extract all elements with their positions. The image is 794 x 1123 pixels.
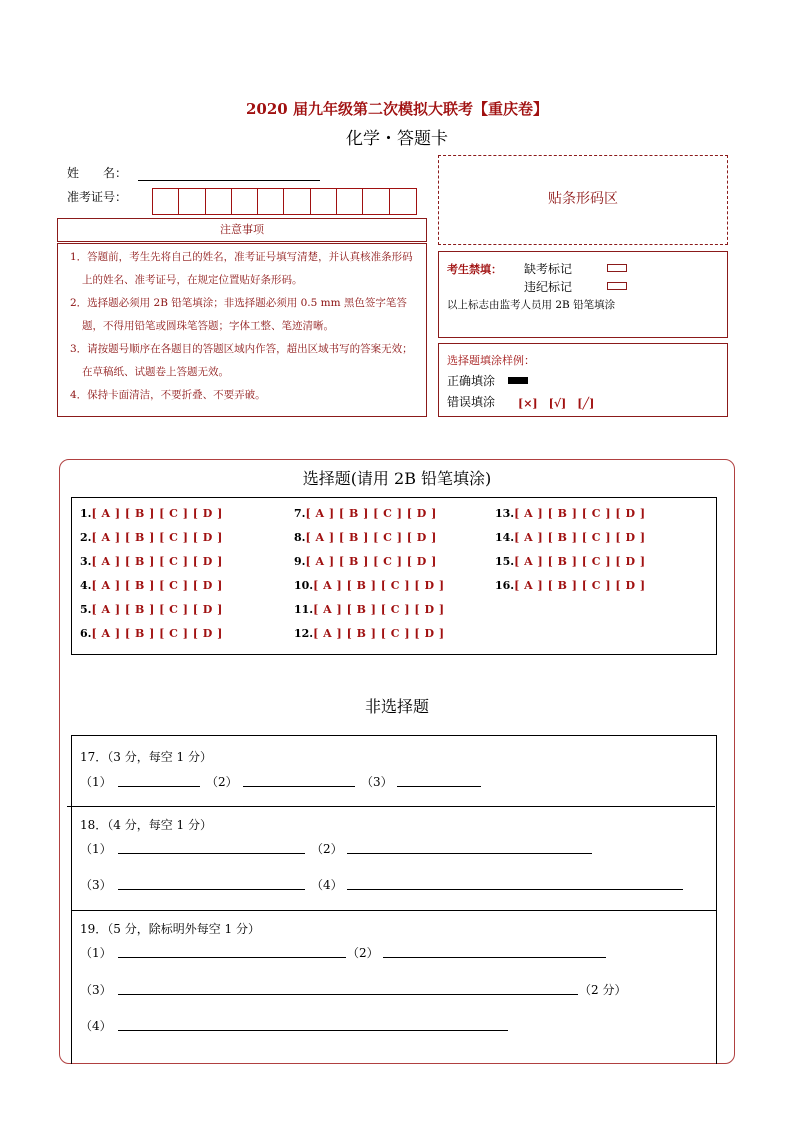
notice-item: 4．保持卡面清洁，不要折叠、不要弄破。 <box>70 389 266 401</box>
mc-question-9[interactable] <box>294 555 437 568</box>
q17-blank-2[interactable] <box>243 786 355 787</box>
q19-blank-1[interactable] <box>118 957 346 958</box>
q17-blank-3[interactable] <box>397 786 481 787</box>
id-digit-box[interactable] <box>153 189 179 214</box>
id-label: 准考证号： <box>67 190 128 204</box>
mc-question-16[interactable] <box>495 579 646 592</box>
mc-question-10[interactable] <box>294 579 445 592</box>
mc-question-3[interactable] <box>80 555 223 568</box>
q17-heading: 17．（3 分，每空 1 分） <box>80 750 212 764</box>
id-digit-box[interactable] <box>311 189 337 214</box>
answer-options[interactable]: [ A ] [ B ] [ C ] [ D ] <box>305 507 437 520</box>
answer-options[interactable]: [ A ] [ B ] [ C ] [ D ] <box>313 627 445 640</box>
blank-label: （2） <box>347 946 379 960</box>
name-label: 姓 名： <box>67 166 128 180</box>
mc-question-11[interactable] <box>294 603 445 616</box>
question-number: 6. <box>80 627 92 640</box>
barcode-area: 贴条形码区 <box>438 155 728 245</box>
notice-title: 注意事项 <box>57 218 427 242</box>
score-note: （2 分） <box>579 983 627 997</box>
blank-label: （1） <box>80 775 112 789</box>
violation-label: 违纪标记 <box>524 280 573 294</box>
id-digit-box[interactable] <box>337 189 363 214</box>
question-number: 2. <box>80 531 92 544</box>
answer-options[interactable]: [ A ] [ B ] [ C ] [ D ] <box>514 507 646 520</box>
proctor-note: 以上标志由监考人员用 2B 铅笔填涂 <box>447 299 616 311</box>
answer-options[interactable]: [ A ] [ B ] [ C ] [ D ] <box>91 507 223 520</box>
question-number: 10. <box>294 579 314 592</box>
fill-sample-box <box>438 343 728 417</box>
wrong-marks: [×] [√] [╱] <box>518 397 595 410</box>
blank-label: （4） <box>80 1019 112 1033</box>
blank-label: （2） <box>311 842 343 856</box>
question-number: 1. <box>80 507 92 520</box>
id-digit-box[interactable] <box>390 189 416 214</box>
absent-label: 缺考标记 <box>524 262 573 276</box>
blank-label: （2） <box>206 775 238 789</box>
answer-options[interactable]: [ A ] [ B ] [ C ] [ D ] <box>91 555 223 568</box>
question-number: 9. <box>294 555 306 568</box>
free-response-title: 非选择题 <box>364 697 429 716</box>
mc-question-5[interactable] <box>80 603 223 616</box>
id-number-boxes[interactable] <box>152 188 417 215</box>
answer-options[interactable]: [ A ] [ B ] [ C ] [ D ] <box>91 579 223 592</box>
wrong-fill-label: 错误填涂 <box>447 395 496 409</box>
mc-title: 选择题(请用 2B 铅笔填涂) <box>302 469 492 488</box>
mc-question-2[interactable] <box>80 531 223 544</box>
notice-item: 2．选择题必须用 2B 铅笔填涂；非选择题必须用 0.5 mm 黑色签字笔答题，不得用铅笔或圆珠笔答题；字体工整、笔迹清晰。 <box>70 297 407 332</box>
id-digit-box[interactable] <box>179 189 205 214</box>
q17-blank-1[interactable] <box>118 786 200 787</box>
mc-question-12[interactable] <box>294 627 445 640</box>
q18-heading: 18．（4 分，每空 1 分） <box>80 818 212 832</box>
free-response-box <box>71 735 717 1064</box>
answer-options[interactable]: [ A ] [ B ] [ C ] [ D ] <box>514 531 646 544</box>
notice-item: 3．请按题号顺序在各题目的答题区域内作答，超出区域书写的答案无效；在草稿纸、试题卷上答题无效。 <box>70 343 413 378</box>
mc-question-14[interactable] <box>495 531 646 544</box>
divider <box>71 910 717 911</box>
mc-question-13[interactable] <box>495 507 646 520</box>
exam-title: 2020 届九年级第二次模拟大联考【重庆卷】 <box>246 100 548 118</box>
question-number: 5. <box>80 603 92 616</box>
mc-question-8[interactable] <box>294 531 437 544</box>
answer-options[interactable]: [ A ] [ B ] [ C ] [ D ] <box>305 531 437 544</box>
q18-blank-3[interactable] <box>118 889 305 890</box>
id-digit-box[interactable] <box>363 189 389 214</box>
id-digit-box[interactable] <box>232 189 258 214</box>
mc-question-15[interactable] <box>495 555 646 568</box>
blank-label: （3） <box>80 983 112 997</box>
question-number: 13. <box>495 507 515 520</box>
q19-blank-2[interactable] <box>383 957 606 958</box>
answer-options[interactable]: [ A ] [ B ] [ C ] [ D ] <box>514 579 646 592</box>
question-number: 12. <box>294 627 314 640</box>
divider <box>67 806 715 807</box>
question-number: 14. <box>495 531 515 544</box>
proctor-box <box>438 251 728 338</box>
question-number: 11. <box>294 603 314 616</box>
id-digit-box[interactable] <box>206 189 232 214</box>
question-number: 7. <box>294 507 306 520</box>
q19-blank-4[interactable] <box>118 1030 508 1031</box>
answer-options[interactable]: [ A ] [ B ] [ C ] [ D ] <box>514 555 646 568</box>
q19-blank-3[interactable] <box>118 994 578 995</box>
notice-box <box>57 243 427 417</box>
violation-checkbox[interactable] <box>607 282 627 290</box>
card-subtitle: 化学・答题卡 <box>346 129 448 149</box>
mc-question-1[interactable] <box>80 507 223 520</box>
answer-options[interactable]: [ A ] [ B ] [ C ] [ D ] <box>91 603 223 616</box>
q18-blank-1[interactable] <box>118 853 305 854</box>
q18-blank-2[interactable] <box>347 853 592 854</box>
absent-checkbox[interactable] <box>607 264 627 272</box>
question-number: 3. <box>80 555 92 568</box>
blank-label: （1） <box>80 946 112 960</box>
proctor-title: 考生禁填： <box>447 263 502 276</box>
id-digit-box[interactable] <box>284 189 310 214</box>
question-number: 4. <box>80 579 92 592</box>
filled-mark-icon <box>508 377 528 384</box>
answer-options[interactable]: [ A ] [ B ] [ C ] [ D ] <box>91 531 223 544</box>
mc-question-6[interactable] <box>80 627 223 640</box>
blank-label: （1） <box>80 842 112 856</box>
mc-question-7[interactable] <box>294 507 437 520</box>
blank-label: （3） <box>80 878 112 892</box>
answer-options[interactable]: [ A ] [ B ] [ C ] [ D ] <box>313 603 445 616</box>
mc-question-4[interactable] <box>80 579 223 592</box>
id-digit-box[interactable] <box>258 189 284 214</box>
blank-label: （3） <box>361 775 393 789</box>
answer-options[interactable]: [ A ] [ B ] [ C ] [ D ] <box>91 627 223 640</box>
q19-heading: 19．（5 分，除标明外每空 1 分） <box>80 922 260 936</box>
answer-options[interactable]: [ A ] [ B ] [ C ] [ D ] <box>313 579 445 592</box>
answer-options[interactable]: [ A ] [ B ] [ C ] [ D ] <box>305 555 437 568</box>
correct-fill-label: 正确填涂 <box>447 374 496 388</box>
question-number: 15. <box>495 555 515 568</box>
name-field[interactable] <box>138 180 320 181</box>
blank-label: （4） <box>311 878 343 892</box>
notice-item: 1．答题前，考生先将自己的姓名，准考证号填写清楚，并认真核准条形码上的姓名、准考证号，在规定位置贴好条形码。 <box>70 251 413 286</box>
q18-blank-4[interactable] <box>347 889 683 890</box>
question-number: 16. <box>495 579 515 592</box>
sample-title: 选择题填涂样例： <box>447 354 535 367</box>
question-number: 8. <box>294 531 306 544</box>
